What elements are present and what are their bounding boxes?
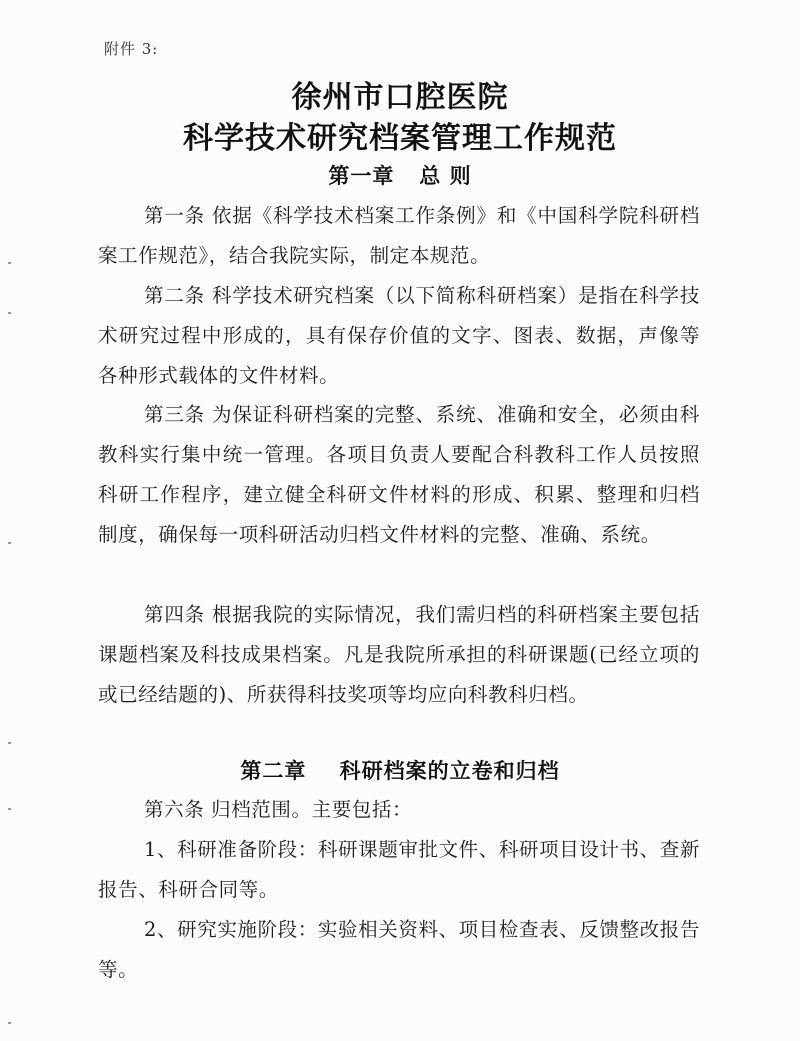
article-3: 第三条 为保证科研档案的完整、系统、准确和安全，必须由科教科实行集中统一管理。各项目负责人要配合科教科工作人员按照科研工作程序，建立健全科研文件材料的形成、积累、整理和归档制度，确保每一项科研活动归档文件材料的完整、准确、系统。 bbox=[98, 403, 700, 546]
article-2: 第二条 科学技术研究档案（以下简称科研档案）是指在科学技术研究过程中形成的，具有保存价值的文字、图表、数据，声像等各种形式载体的文件材料。 bbox=[98, 284, 700, 387]
article-6: 第六条 归档范围。主要包括： bbox=[144, 798, 413, 821]
chapter-2-heading: 第二章 科研档案的立卷和归档 bbox=[240, 758, 560, 783]
margin-mark bbox=[8, 808, 11, 810]
attachment-label: 附件 3: bbox=[104, 40, 159, 58]
margin-mark bbox=[8, 312, 11, 314]
document-title-line2: 科学技术研究档案管理工作规范 bbox=[183, 121, 617, 156]
margin-mark bbox=[8, 742, 11, 744]
list-item-1: 1、科研准备阶段：科研课题审批文件、科研项目设计书、查新报告、科研合同等。 bbox=[98, 838, 700, 901]
margin-mark bbox=[8, 262, 11, 264]
article-4: 第四条 根据我院的实际情况，我们需归档的科研档案主要包括课题档案及科技成果档案。凡是我院所承担的科研课题(已经立项的或已经结题的)、所获得科技奖项等均应向科教科归档。 bbox=[98, 603, 700, 706]
document-title-line1: 徐州市口腔医院 bbox=[291, 80, 509, 115]
article-1: 第一条 依据《科学技术档案工作条例》和《中国科学院科研档案工作规范》，结合我院实际，制定本规范。 bbox=[98, 204, 700, 267]
list-item-2: 2、研究实施阶段：实验相关资料、项目检查表、反馈整改报告等。 bbox=[98, 918, 700, 981]
margin-mark bbox=[8, 542, 11, 544]
margin-mark bbox=[8, 1022, 11, 1024]
chapter-1-heading: 第一章 总 则 bbox=[328, 163, 472, 188]
